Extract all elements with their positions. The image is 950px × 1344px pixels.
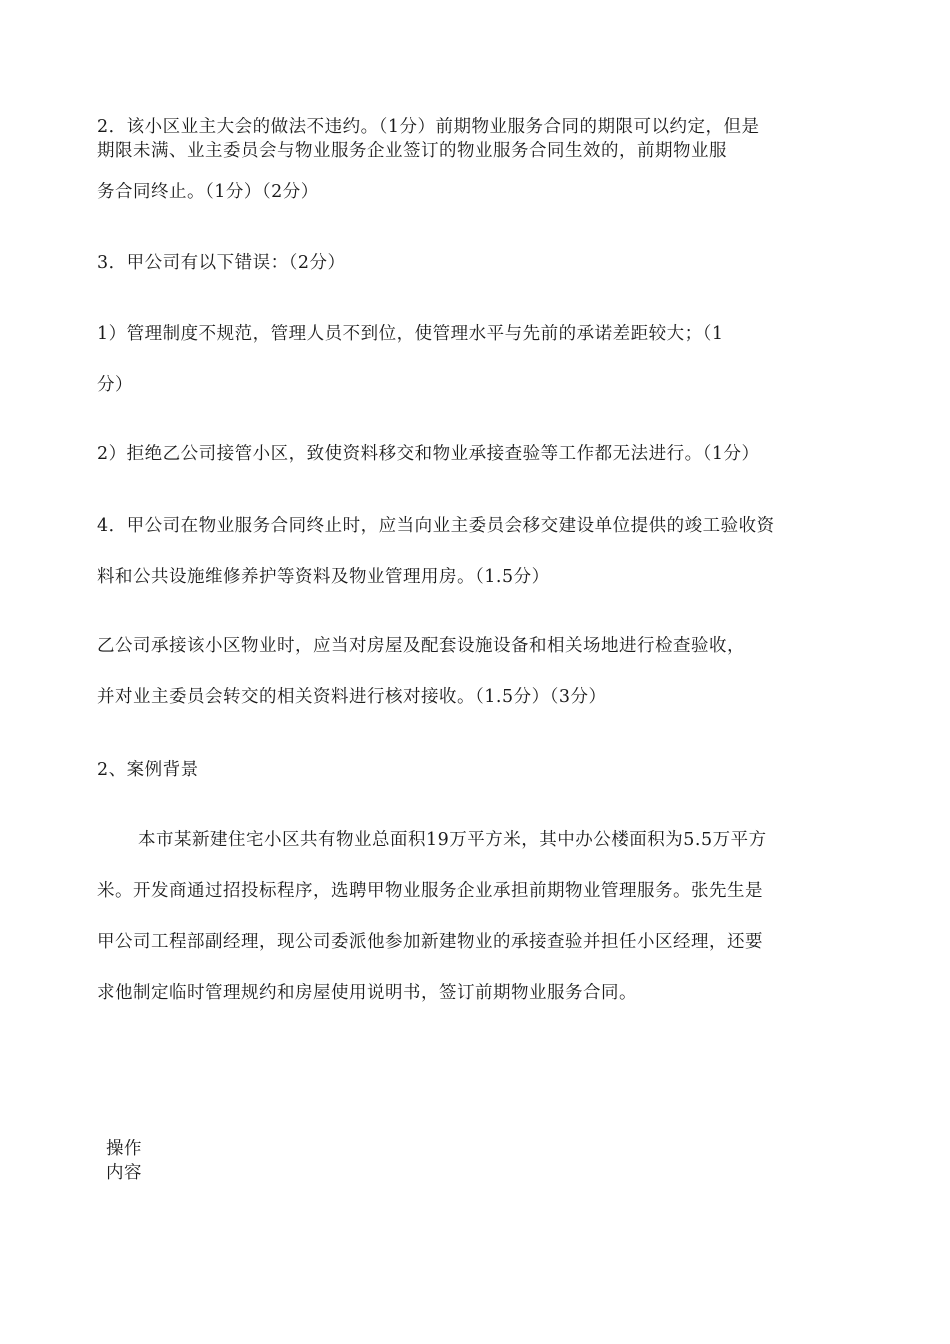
answer-4-line-2: 料和公共设施维修养护等资料及物业管理用房。（1.5分） bbox=[97, 567, 550, 587]
answer-2-line-1: 2．该小区业主大会的做法不违约。（1分）前期物业服务合同的期限可以约定，但是 bbox=[97, 117, 760, 137]
answer-4-line-4: 并对业主委员会转交的相关资料进行核对接收。（1.5分）（3分） bbox=[97, 687, 607, 707]
answer-2-line-3: 务合同终止。（1分）（2分） bbox=[97, 182, 319, 202]
answer-3-heading: 3．甲公司有以下错误：（2分） bbox=[97, 253, 346, 273]
operation-content-label-line-2: 内容 bbox=[106, 1163, 142, 1183]
answer-4-line-1: 4．甲公司在物业服务合同终止时，应当向业主委员会移交建设单位提供的竣工验收资 bbox=[97, 516, 775, 536]
answer-4-line-3: 乙公司承接该小区物业时，应当对房屋及配套设施设备和相关场地进行检查验收， bbox=[97, 636, 745, 656]
case-2-paragraph-line-2: 米。开发商通过招投标程序，选聘甲物业服务企业承担前期物业管理服务。张先生是 bbox=[97, 881, 763, 901]
case-2-paragraph-line-3: 甲公司工程部副经理，现公司委派他参加新建物业的承接查验并担任小区经理，还要 bbox=[97, 932, 763, 952]
answer-3-point-1-line-2: 分） bbox=[97, 375, 133, 395]
operation-content-label-line-1: 操作 bbox=[106, 1139, 142, 1159]
answer-3-point-1-line-1: 1）管理制度不规范，管理人员不到位，使管理水平与先前的承诺差距较大；（1 bbox=[97, 324, 724, 344]
case-2-paragraph-line-1: 本市某新建住宅小区共有物业总面积19万平方米，其中办公楼面积为5.5万平方 bbox=[138, 830, 767, 850]
case-2-paragraph-line-4: 求他制定临时管理规约和房屋使用说明书，签订前期物业服务合同。 bbox=[97, 983, 637, 1003]
answer-2-line-2: 期限未满、业主委员会与物业服务企业签订的物业服务合同生效的，前期物业服 bbox=[97, 141, 727, 161]
answer-3-point-2: 2）拒绝乙公司接管小区，致使资料移交和物业承接查验等工作都无法进行。（1分） bbox=[97, 444, 760, 464]
case-2-title: 2、案例背景 bbox=[97, 760, 199, 780]
